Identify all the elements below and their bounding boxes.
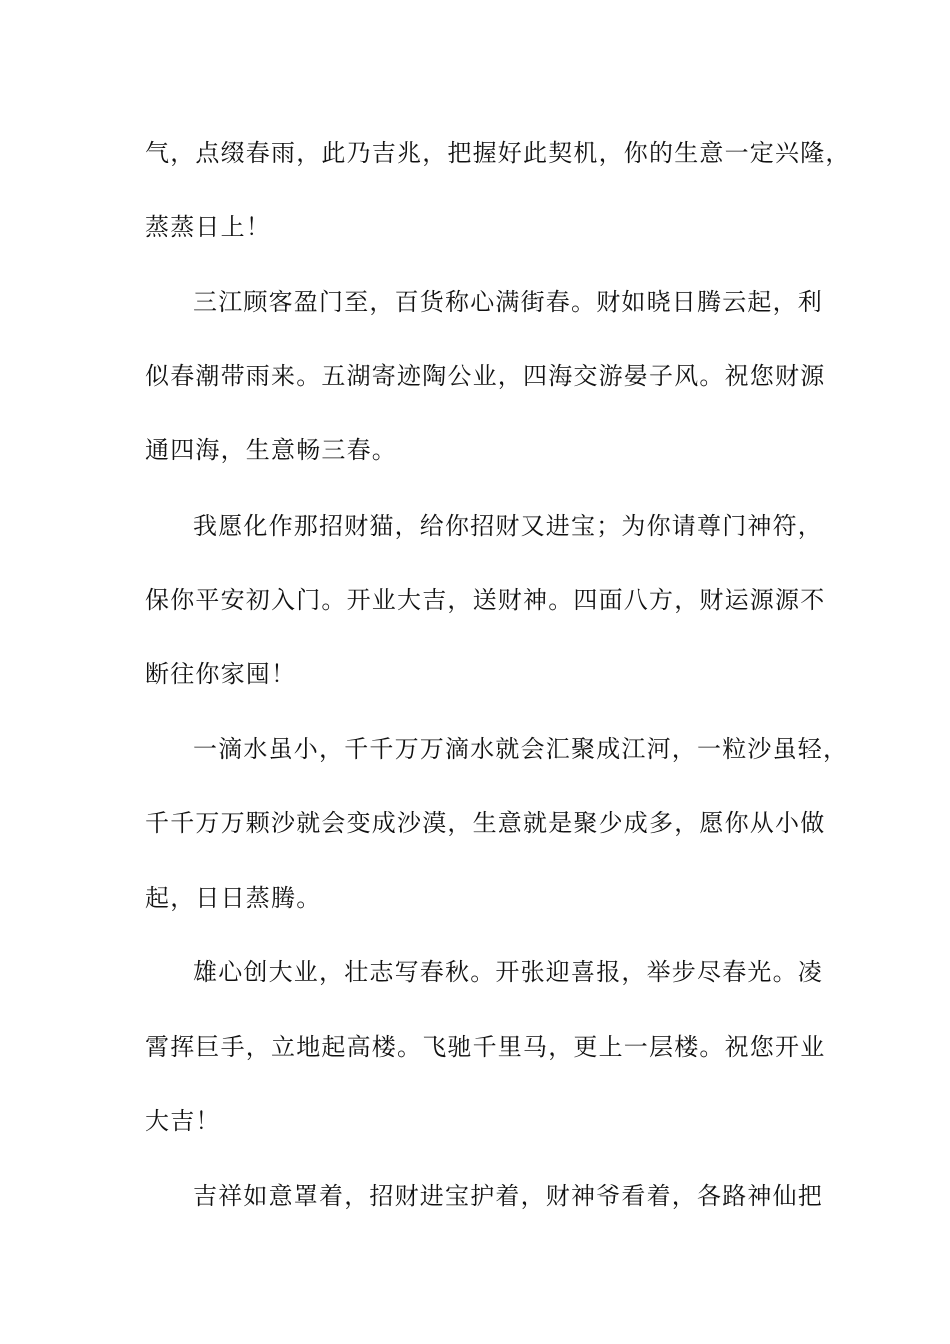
text-line: 气，点缀春雨，此乃吉兆，把握好此契机，你的生意一定兴隆， [145,139,851,167]
text-line: 保你平安初入门。开业大吉，送财神。四面八方，财运源源不 [145,586,826,614]
paragraph-start-line: 三江顾客盈门至，百货称心满街春。财如晓日腾云起，利 [193,288,823,316]
text-line: 蒸蒸日上！ [145,213,271,241]
paragraph-start-line: 雄心创大业，壮志写春秋。开张迎喜报，举步尽春光。凌 [193,958,823,986]
paragraph-start-line: 吉祥如意罩着，招财进宝护着，财神爷看着，各路神仙把 [193,1182,823,1210]
text-line: 霄挥巨手，立地起高楼。飞驰千里马，更上一层楼。祝您开业 [145,1033,826,1061]
text-line: 起，日日蒸腾。 [145,884,322,912]
text-line: 断往你家囤！ [145,660,297,688]
text-line: 千千万万颗沙就会变成沙漠，生意就是聚少成多，愿你从小做 [145,809,826,837]
text-line: 通四海，生意畅三春。 [145,436,397,464]
paragraph-start-line: 我愿化作那招财猫，给你招财又进宝；为你请尊门神符， [193,512,823,540]
text-line: 似春潮带雨来。五湖寄迹陶公业，四海交游晏子风。祝您财源 [145,362,826,390]
paragraph-start-line: 一滴水虽小，千千万万滴水就会汇聚成江河，一粒沙虽轻， [193,735,849,763]
text-line: 大吉！ [145,1107,221,1135]
